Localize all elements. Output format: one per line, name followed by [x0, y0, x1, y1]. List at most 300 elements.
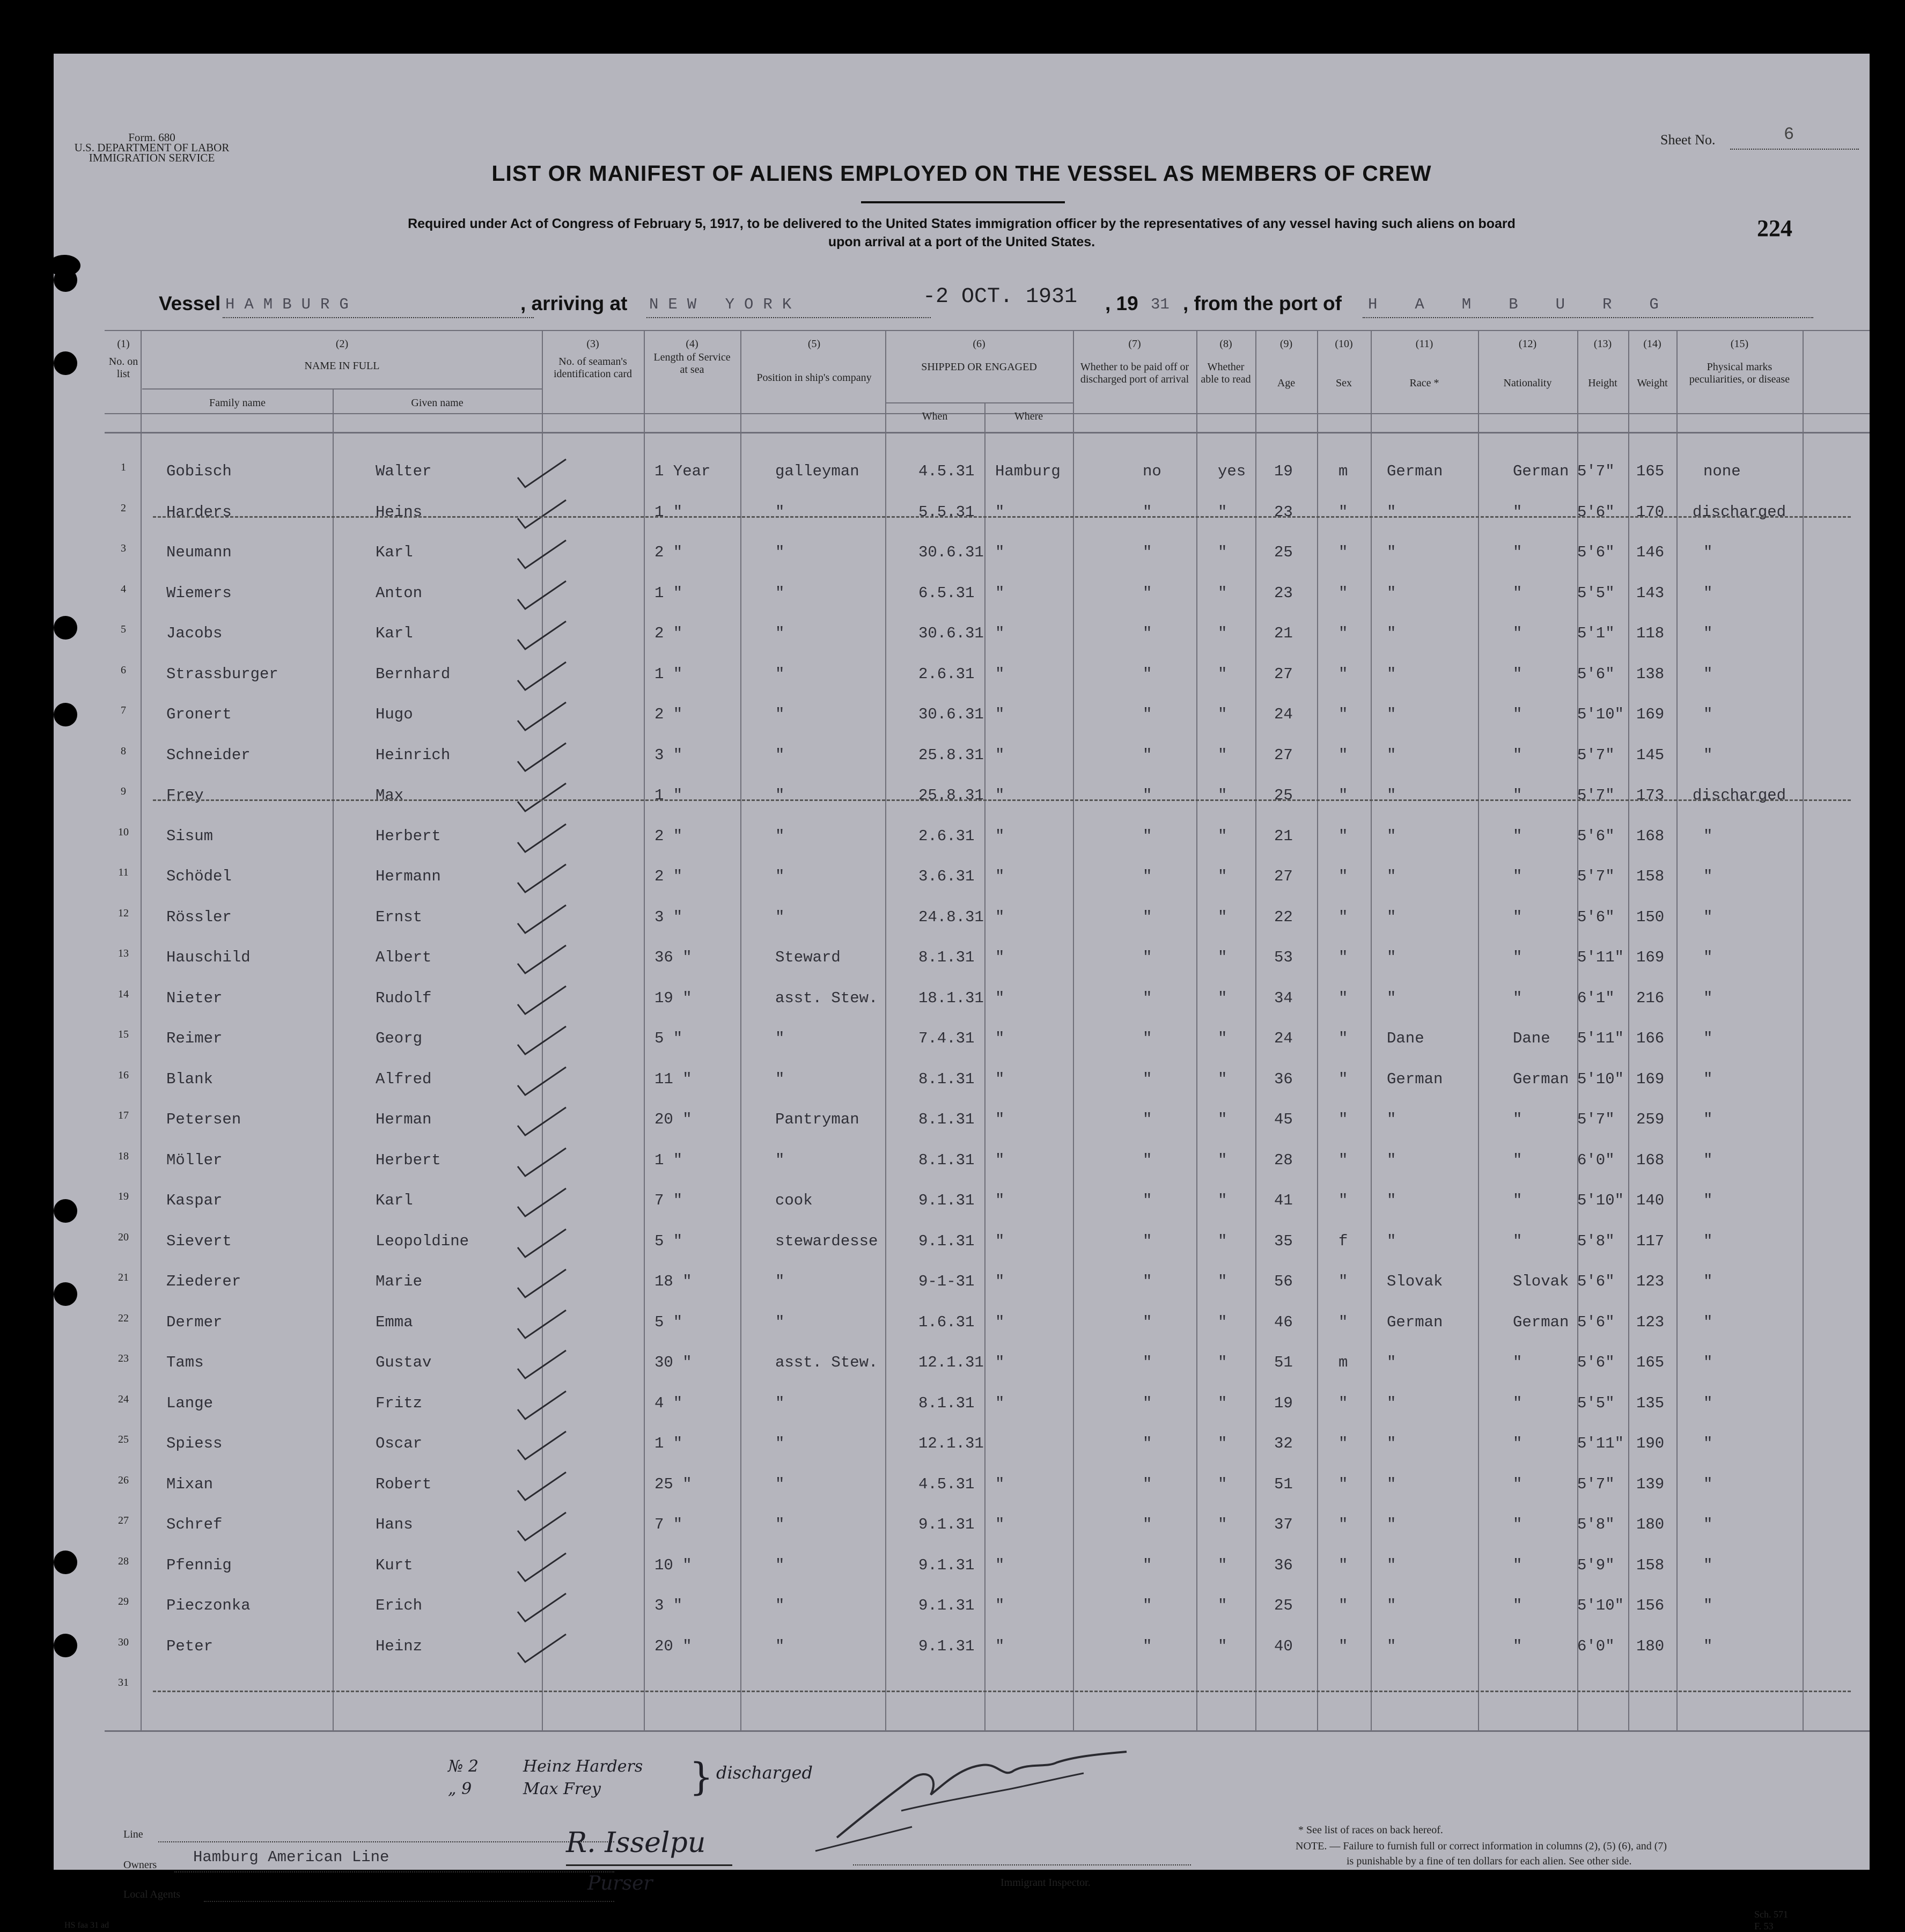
weight-cell: 138 [1636, 665, 1665, 683]
weight-cell: 165 [1636, 462, 1665, 480]
physical-marks-cell: " [1703, 1111, 1713, 1128]
header-col-2: (2) NAME IN FULL [304, 338, 380, 372]
nationality-cell: " [1513, 1597, 1522, 1614]
physical-marks-cell: " [1703, 1232, 1713, 1250]
family-name-cell: Spiess [166, 1435, 223, 1452]
weight-cell: 158 [1636, 868, 1665, 885]
arrival-port: NEW YORK [649, 296, 801, 313]
inspector-signature [805, 1746, 1148, 1854]
shipped-where-cell: " [995, 1556, 1005, 1574]
service-cell: 25 " [654, 1475, 692, 1493]
owners-value: Hamburg American Line [193, 1848, 389, 1866]
nationality-cell: " [1513, 1151, 1522, 1169]
subtitle-line-2: upon arrival at a port of the United States. [828, 234, 1095, 249]
position-cell: " [775, 868, 785, 885]
purser-sig-underline [566, 1864, 732, 1866]
nationality-cell: German [1513, 1070, 1569, 1088]
name-subheader-rule [142, 388, 542, 390]
table-row [54, 1387, 1870, 1427]
position-cell: " [775, 1435, 785, 1452]
service-cell: 1 " [654, 503, 683, 521]
check-mark-icon [507, 1551, 571, 1585]
nationality-cell: " [1513, 787, 1522, 804]
position-cell: " [775, 827, 785, 845]
shipped-where-cell: " [995, 1070, 1005, 1088]
able-to-read-cell: " [1218, 706, 1227, 723]
height-cell: 6'0" [1577, 1637, 1615, 1655]
sex-cell: " [1338, 1435, 1348, 1452]
paid-off-cell: " [1143, 1556, 1152, 1574]
shipped-when-cell: 8.1.31 [918, 1070, 975, 1088]
position-cell: stewardesse [775, 1232, 878, 1250]
page-title: LIST OR MANIFEST OF ALIENS EMPLOYED ON THE VESSEL AS MEMBERS OF CREW [491, 161, 1432, 186]
given-name-cell: Albert [376, 949, 432, 966]
sex-cell: " [1338, 1070, 1348, 1088]
able-to-read-cell: yes [1218, 462, 1246, 480]
service-cell: 30 " [654, 1354, 692, 1371]
given-name-cell: Hugo [376, 706, 413, 723]
row-number-cell: 16 [118, 1069, 129, 1081]
weight-cell: 117 [1636, 1232, 1665, 1250]
physical-marks-cell: " [1703, 1273, 1713, 1290]
nationality-cell: " [1513, 1637, 1522, 1655]
agents-underline [204, 1901, 614, 1902]
note-2-name: Max Frey [523, 1780, 601, 1798]
able-to-read-cell: " [1218, 746, 1227, 764]
paid-off-cell: " [1143, 665, 1152, 683]
shipped-where-cell: " [995, 787, 1005, 804]
service-cell: 1 " [654, 1435, 683, 1452]
row-number-cell: 6 [121, 664, 126, 676]
header-col-15: (15) Physical marks peculiarities, or disease [1689, 338, 1790, 385]
given-name-cell: Karl [376, 543, 413, 561]
manifest-sheet [54, 54, 1870, 1931]
shipped-where-cell: " [995, 1475, 1005, 1493]
given-name-cell: Robert [376, 1475, 432, 1493]
nationality-cell: Slovak [1513, 1273, 1569, 1290]
nationality-cell: " [1513, 1556, 1522, 1574]
weight-cell: 156 [1636, 1597, 1665, 1614]
strike-through-line [153, 516, 1851, 518]
shipped-when-cell: 7.4.31 [918, 1030, 975, 1047]
shipped-when-cell: 3.6.31 [918, 868, 975, 885]
note-1-name: Heinz Harders [523, 1757, 643, 1776]
weight-cell: 145 [1636, 746, 1665, 764]
position-cell: asst. Stew. [775, 989, 878, 1007]
able-to-read-cell: " [1218, 1475, 1227, 1493]
from-port: HAMBURG [1368, 296, 1696, 313]
given-name-cell: Heins [376, 503, 423, 521]
given-name-cell: Oscar [376, 1435, 423, 1452]
age-cell: 45 [1274, 1111, 1293, 1128]
physical-marks-cell: " [1703, 746, 1713, 764]
table-row [54, 1346, 1870, 1386]
nationality-cell: " [1513, 584, 1522, 602]
shipped-when-cell: 8.1.31 [918, 1151, 975, 1169]
shipped-when-cell: 9.1.31 [918, 1556, 975, 1574]
shipped-where-cell: " [995, 1394, 1005, 1412]
row-number-cell: 11 [118, 866, 129, 878]
nationality-cell: " [1513, 746, 1522, 764]
family-name-cell: Kaspar [166, 1192, 223, 1209]
age-cell: 35 [1274, 1232, 1293, 1250]
race-note: * See list of races on back hereof. [1298, 1824, 1443, 1836]
row-number-cell: 5 [121, 623, 126, 635]
service-cell: 11 " [654, 1070, 692, 1088]
note-discharged: discharged [716, 1762, 813, 1783]
table-row [54, 455, 1870, 495]
physical-marks-cell: " [1703, 1070, 1713, 1088]
shipped-where-cell: " [995, 1151, 1005, 1169]
table-row [54, 1265, 1870, 1305]
position-cell: " [775, 543, 785, 561]
header-col-10: (10) Sex [1335, 338, 1353, 389]
sex-cell: " [1338, 908, 1348, 926]
age-cell: 40 [1274, 1637, 1293, 1655]
strike-through-line [153, 799, 1851, 801]
age-cell: 23 [1274, 503, 1293, 521]
sex-cell: f [1338, 1232, 1348, 1250]
family-name-cell: Sisum [166, 827, 214, 845]
weight-cell: 140 [1636, 1192, 1665, 1209]
paid-off-cell: " [1143, 1637, 1152, 1655]
row-number-cell: 19 [118, 1191, 129, 1202]
check-mark-icon [507, 1065, 571, 1099]
given-name-cell: Max [376, 787, 404, 804]
given-name-cell: Heinrich [376, 746, 451, 764]
height-cell: 5'5" [1577, 1394, 1615, 1412]
header-col-6: (6) SHIPPED OR ENGAGED [921, 338, 1037, 373]
table-row [54, 860, 1870, 900]
check-mark-icon [507, 1186, 571, 1221]
age-cell: 32 [1274, 1435, 1293, 1452]
family-name-cell: Blank [166, 1070, 214, 1088]
age-cell: 22 [1274, 908, 1293, 926]
age-cell: 27 [1274, 665, 1293, 683]
age-cell: 25 [1274, 1597, 1293, 1614]
sex-cell: " [1338, 1556, 1348, 1574]
table-row [54, 1144, 1870, 1184]
sex-cell: " [1338, 1475, 1348, 1493]
paid-off-cell: " [1143, 746, 1152, 764]
paid-off-cell: " [1143, 1232, 1152, 1250]
family-name-cell: Pieczonka [166, 1597, 251, 1614]
position-cell: " [775, 706, 785, 723]
shipped-subheader-rule [885, 402, 1073, 403]
check-mark-icon [507, 498, 571, 532]
shipped-when-cell: 4.5.31 [918, 1475, 975, 1493]
paid-off-cell: " [1143, 503, 1152, 521]
nationality-cell: " [1513, 908, 1522, 926]
given-name-cell: Marie [376, 1273, 423, 1290]
able-to-read-cell: " [1218, 1394, 1227, 1412]
age-cell: 28 [1274, 1151, 1293, 1169]
nationality-cell: " [1513, 1111, 1522, 1128]
able-to-read-cell: " [1218, 949, 1227, 966]
nationality-cell: " [1513, 625, 1522, 642]
shipped-when-cell: 1.6.31 [918, 1313, 975, 1331]
able-to-read-cell: " [1218, 665, 1227, 683]
service-cell: 2 " [654, 827, 683, 845]
height-cell: 5'6" [1577, 908, 1615, 926]
weight-cell: 169 [1636, 949, 1665, 966]
crew-table [54, 54, 1870, 1870]
race-cell: " [1387, 1556, 1396, 1574]
family-name-cell: Harders [166, 503, 232, 521]
service-cell: 7 " [654, 1516, 683, 1533]
year-label: , 19 [1105, 292, 1138, 314]
position-cell: " [775, 1070, 785, 1088]
check-mark-icon [507, 538, 571, 572]
age-cell: 25 [1274, 543, 1293, 561]
weight-cell: 118 [1636, 625, 1665, 642]
age-cell: 21 [1274, 625, 1293, 642]
able-to-read-cell: " [1218, 1637, 1227, 1655]
service-cell: 1 " [654, 1151, 683, 1169]
given-name-cell: Herbert [376, 1151, 441, 1169]
paid-off-cell: " [1143, 1516, 1152, 1533]
family-name-cell: Gobisch [166, 462, 232, 480]
check-mark-icon [507, 1429, 571, 1464]
header-col-7: (7) Whether to be paid off or discharged port of arrival [1080, 338, 1189, 385]
age-cell: 46 [1274, 1313, 1293, 1331]
physical-marks-cell: " [1703, 543, 1713, 561]
service-cell: 3 " [654, 908, 683, 926]
check-mark-icon [507, 741, 571, 775]
position-cell: " [775, 584, 785, 602]
sex-cell: " [1338, 1516, 1348, 1533]
year-value: 31 [1151, 296, 1170, 313]
race-cell: " [1387, 1516, 1396, 1533]
row-number-cell: 15 [118, 1029, 129, 1040]
sex-cell: " [1338, 1597, 1348, 1614]
weight-cell: 166 [1636, 1030, 1665, 1047]
table-bottom-border [105, 1730, 1870, 1732]
given-name-cell: Walter [376, 462, 432, 480]
age-cell: 36 [1274, 1070, 1293, 1088]
shipped-when-cell: 8.1.31 [918, 1394, 975, 1412]
given-name-cell: Erich [376, 1597, 423, 1614]
row-number-cell: 29 [118, 1596, 129, 1607]
check-mark-icon [507, 579, 571, 613]
sex-cell: " [1338, 706, 1348, 723]
physical-marks-cell: " [1703, 1516, 1713, 1533]
row-number-cell: 24 [118, 1393, 129, 1405]
sex-cell: " [1338, 503, 1348, 521]
service-cell: 20 " [654, 1637, 692, 1655]
table-top-border [105, 330, 1870, 331]
nationality-cell: " [1513, 1192, 1522, 1209]
shipped-where-cell: Hamburg [995, 462, 1061, 480]
able-to-read-cell: " [1218, 584, 1227, 602]
able-to-read-cell: " [1218, 1151, 1227, 1169]
header-col-13: (13) Height [1588, 338, 1617, 389]
owners-underline [174, 1871, 614, 1872]
position-cell: " [775, 787, 785, 804]
nationality-cell: German [1513, 1313, 1569, 1331]
given-name-cell: Gustav [376, 1354, 432, 1371]
header-where: Where [1014, 410, 1043, 422]
paid-off-cell: " [1143, 543, 1152, 561]
weight-cell: 158 [1636, 1556, 1665, 1574]
schedule-number: Sch. 571 [1754, 1909, 1788, 1920]
able-to-read-cell: " [1218, 1273, 1227, 1290]
service-cell: 7 " [654, 1192, 683, 1209]
shipped-where-cell: " [995, 1111, 1005, 1128]
shipped-where-cell: " [995, 1232, 1005, 1250]
weight-cell: 180 [1636, 1637, 1665, 1655]
age-cell: 25 [1274, 787, 1293, 804]
shipped-when-cell: 12.1.31 [918, 1435, 984, 1452]
row-number-cell: 14 [118, 988, 129, 1000]
shipped-when-cell: 9.1.31 [918, 1516, 975, 1533]
weight-cell: 259 [1636, 1111, 1665, 1128]
family-name-cell: Hauschild [166, 949, 251, 966]
position-cell: Steward [775, 949, 841, 966]
race-cell: " [1387, 1192, 1396, 1209]
shipped-when-cell: 9.1.31 [918, 1597, 975, 1614]
table-row [54, 1022, 1870, 1062]
shipped-where-cell: " [995, 625, 1005, 642]
race-cell: " [1387, 706, 1396, 723]
from-label: , from the port of [1183, 292, 1342, 314]
family-name-cell: Frey [166, 787, 204, 804]
paid-off-cell: " [1143, 1273, 1152, 1290]
row-number-cell: 30 [118, 1636, 129, 1648]
check-mark-icon [507, 660, 571, 694]
table-row [54, 658, 1870, 698]
paid-off-cell: " [1143, 1313, 1152, 1331]
sex-cell: " [1338, 625, 1348, 642]
height-cell: 5'6" [1577, 827, 1615, 845]
weight-cell: 146 [1636, 543, 1665, 561]
service-cell: 18 " [654, 1273, 692, 1290]
height-cell: 5'11" [1577, 1435, 1624, 1452]
shipped-where-cell: " [995, 989, 1005, 1007]
table-row [54, 982, 1870, 1022]
service-cell: 19 " [654, 989, 692, 1007]
service-cell: 2 " [654, 868, 683, 885]
shipped-when-cell: 9.1.31 [918, 1232, 975, 1250]
paid-off-cell: " [1143, 1354, 1152, 1371]
position-cell: " [775, 1313, 785, 1331]
position-cell: " [775, 1556, 785, 1574]
height-cell: 5'10" [1577, 1070, 1624, 1088]
header-col-3: (3) No. of seaman's identification card [553, 338, 632, 380]
given-name-cell: Heinz [376, 1637, 423, 1655]
service-cell: 1 " [654, 584, 683, 602]
given-name-cell: Fritz [376, 1394, 423, 1412]
race-cell: " [1387, 746, 1396, 764]
age-cell: 19 [1274, 462, 1293, 480]
physical-marks-cell: none [1703, 462, 1741, 480]
service-cell: 20 " [654, 1111, 692, 1128]
check-mark-icon [507, 1389, 571, 1423]
paid-off-cell: " [1143, 787, 1152, 804]
physical-marks-cell: " [1703, 1192, 1713, 1209]
race-cell: " [1387, 584, 1396, 602]
weight-cell: 123 [1636, 1273, 1665, 1290]
sex-cell: " [1338, 1192, 1348, 1209]
table-row [54, 698, 1870, 738]
nationality-cell: " [1513, 503, 1522, 521]
able-to-read-cell: " [1218, 1313, 1227, 1331]
row-number-cell: 4 [121, 583, 126, 595]
check-mark-icon [507, 1510, 571, 1545]
height-cell: 5'5" [1577, 584, 1615, 602]
shipped-when-cell: 24.8.31 [918, 908, 984, 926]
weight-cell: 168 [1636, 1151, 1665, 1169]
subtitle-line-1: Required under Act of Congress of February 5, 1917, to be delivered to the United States immigration officer by the representatives of any vessel having such aliens on board [408, 216, 1516, 231]
physical-marks-cell: discharged [1693, 787, 1786, 804]
shipped-when-cell: 25.8.31 [918, 787, 984, 804]
service-cell: 1 Year [654, 462, 711, 480]
able-to-read-cell: " [1218, 908, 1227, 926]
able-to-read-cell: " [1218, 1597, 1227, 1614]
service-cell: 3 " [654, 746, 683, 764]
paid-off-cell: " [1143, 989, 1152, 1007]
race-cell: German [1387, 1313, 1443, 1331]
paid-off-cell: " [1143, 1394, 1152, 1412]
check-mark-icon [507, 822, 571, 856]
nationality-cell: " [1513, 1232, 1522, 1250]
given-name-cell: Karl [376, 1192, 413, 1209]
height-cell: 5'7" [1577, 868, 1615, 885]
check-mark-icon [507, 457, 571, 491]
sex-cell: " [1338, 543, 1348, 561]
service-cell: 2 " [654, 706, 683, 723]
sex-cell: " [1338, 1637, 1348, 1655]
table-row [54, 941, 1870, 981]
height-cell: 5'6" [1577, 1313, 1615, 1331]
family-name-cell: Tams [166, 1354, 204, 1371]
height-cell: 5'10" [1577, 1597, 1624, 1614]
table-row [54, 617, 1870, 657]
table-row [54, 901, 1870, 941]
physical-marks-cell: " [1703, 1151, 1713, 1169]
race-cell: " [1387, 1111, 1396, 1128]
physical-marks-cell: " [1703, 868, 1713, 885]
height-cell: 5'6" [1577, 543, 1615, 561]
check-mark-icon [507, 1308, 571, 1342]
row-number-cell: 9 [121, 785, 126, 797]
shipped-when-cell: 25.8.31 [918, 746, 984, 764]
given-name-cell: Rudolf [376, 989, 432, 1007]
shipped-where-cell: " [995, 868, 1005, 885]
age-cell: 24 [1274, 706, 1293, 723]
able-to-read-cell: " [1218, 503, 1227, 521]
position-cell: " [775, 1394, 785, 1412]
paid-off-cell: " [1143, 827, 1152, 845]
family-name-cell: Schödel [166, 868, 232, 885]
paid-off-cell: " [1143, 706, 1152, 723]
height-cell: 5'8" [1577, 1232, 1615, 1250]
vessel-label: Vessel [159, 292, 221, 314]
line-underline [158, 1841, 614, 1842]
header-col-14: (14) Weight [1637, 338, 1668, 389]
nationality-cell: " [1513, 989, 1522, 1007]
sex-cell: m [1338, 1354, 1348, 1371]
age-cell: 51 [1274, 1475, 1293, 1493]
physical-marks-cell: " [1703, 625, 1713, 642]
family-name-cell: Neumann [166, 543, 232, 561]
service-cell: 2 " [654, 543, 683, 561]
nationality-cell: " [1513, 1516, 1522, 1533]
shipped-where-cell: " [995, 1030, 1005, 1047]
paid-off-cell: " [1143, 1597, 1152, 1614]
race-cell: " [1387, 543, 1396, 561]
row-number-cell: 20 [118, 1231, 129, 1243]
